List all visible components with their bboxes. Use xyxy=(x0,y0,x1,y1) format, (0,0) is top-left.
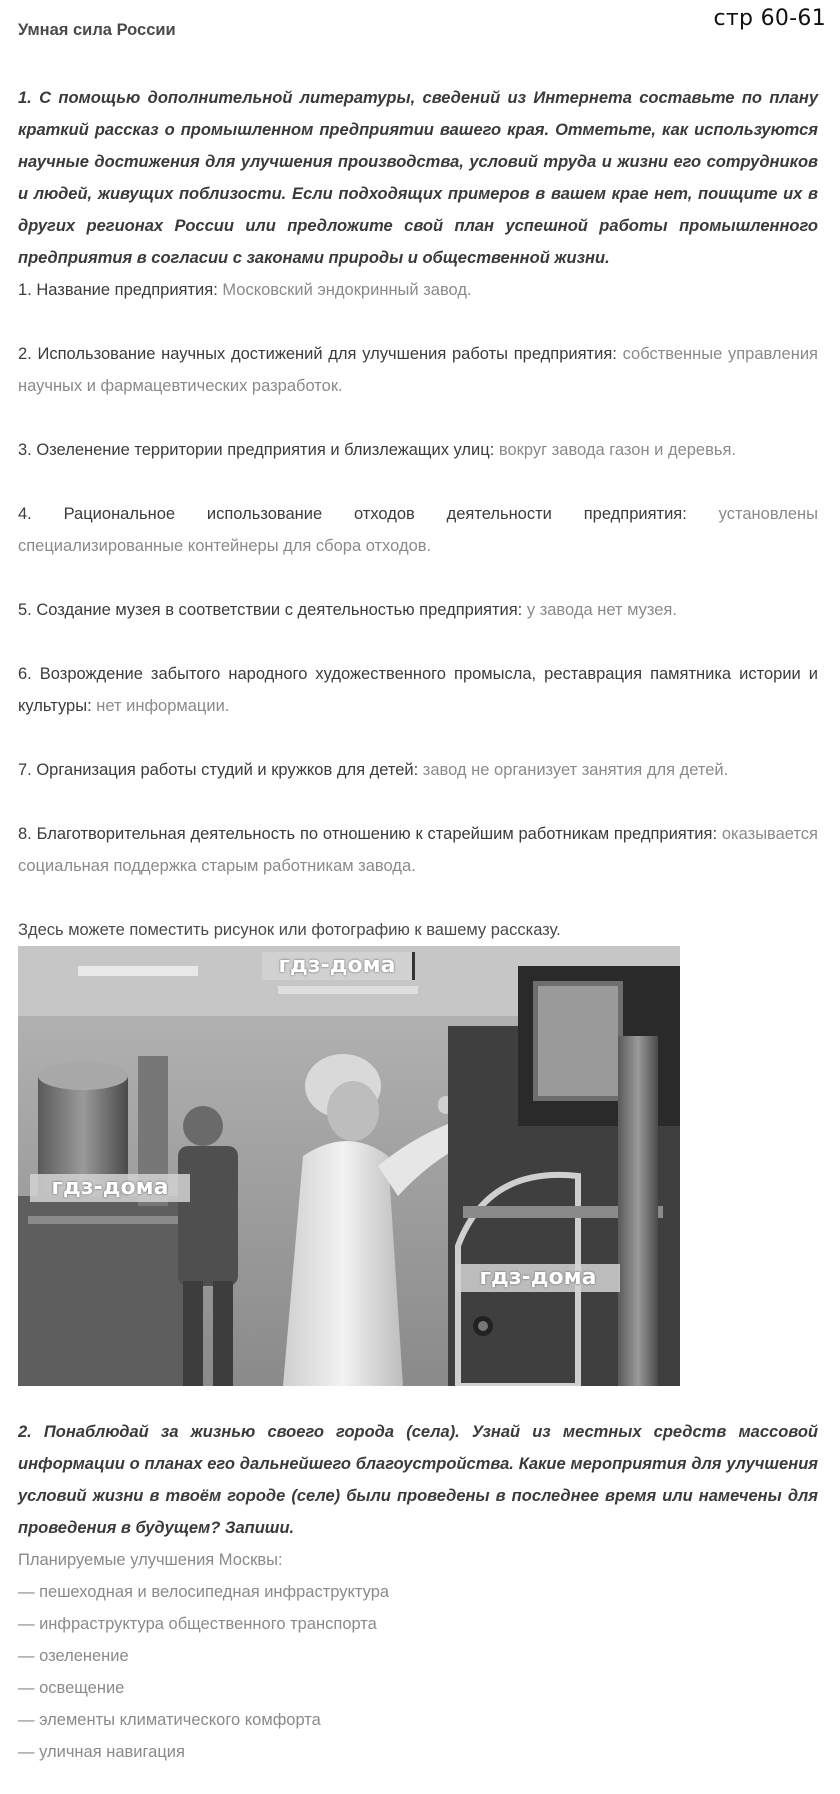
answer-value: завод не организует занятия для детей. xyxy=(422,761,729,779)
task-1-text: 1. С помощью дополнительной литературы, сведений из Интернета составьте по плану краткий рассказ о промышленном предприятии вашего края. Отметьте, как используются научные достижения для улучшения производства, условий труда и жизни его сотрудников и людей, живущих поблизости. Если подходящих примеров в вашем крае нет, поищите их в других регионах России или предложите свой план успешной работы промышленного предприятия в согласии с законами природы и общественной жизни. xyxy=(18,89,818,267)
answer-value: нет информации. xyxy=(96,697,230,715)
factory-photo-illustration xyxy=(18,946,680,1386)
photo-caption: Здесь можете поместить рисунок или фотографию к вашему рассказу. xyxy=(18,921,561,939)
answer-value: собственные управления научных и фармацевтических разработок. xyxy=(18,345,818,395)
plan-list-item: — озеленение xyxy=(18,1647,129,1665)
answer-value: установлены специализированные контейнеры для сбора отходов. xyxy=(18,505,818,555)
answer-value: у завода нет музея. xyxy=(526,601,677,619)
answer-label: 6. Возрождение забытого народного художественного промысла, реставрация памятника истории и культуры: xyxy=(18,665,818,715)
answer-label: 7. Организация работы студий и кружков для детей: xyxy=(18,761,419,779)
answer-label: 4. Рациональное использование отходов деятельности предприятия: xyxy=(18,505,687,523)
answer-label: 1. Название предприятия: xyxy=(18,281,218,299)
plan-intro: Планируемые улучшения Москвы: xyxy=(18,1551,283,1569)
answer-label: 8. Благотворительная деятельность по отношению к старейшим работникам предприятия: xyxy=(18,825,718,843)
answer-item xyxy=(18,754,818,786)
page-number: стр 60-61 xyxy=(713,6,826,31)
answer-item xyxy=(18,274,818,306)
document-body xyxy=(18,0,818,1768)
answer-item xyxy=(18,658,818,722)
photo-watermark: гдз-дома xyxy=(262,952,415,980)
answer-label: 5. Создание музея в соответствии с деятельностью предприятия: xyxy=(18,601,523,619)
task-2-text: 2. Понаблюдай за жизнью своего города (села). Узнай из местных средств массовой информации о планах его дальнейшего благоустройства. Какие мероприятия для улучшения условий жизни в твоём городе (селе) были проведены в последнее время или намечены для проведения в будущем? Запиши. xyxy=(18,1423,818,1537)
answer-value: вокруг завода газон и деревья. xyxy=(498,441,736,459)
answer-value: оказывается социальная поддержка старым работникам завода. xyxy=(18,825,818,875)
plan-list-item: — уличная навигация xyxy=(18,1743,185,1761)
factory-photo xyxy=(18,946,680,1386)
plan-list-item: — элементы климатического комфорта xyxy=(18,1711,321,1729)
answer-item xyxy=(18,594,818,626)
answer-item xyxy=(18,338,818,402)
photo-watermark: гдз-дома xyxy=(30,1174,190,1202)
answer-item xyxy=(18,498,818,562)
plan-list-item: — освещение xyxy=(18,1679,125,1697)
answer-label: 3. Озеленение территории предприятия и близлежащих улиц: xyxy=(18,441,495,459)
answer-value: Московский эндокринный завод. xyxy=(222,281,472,299)
plan-list-item: — пешеходная и велосипедная инфраструктура xyxy=(18,1583,390,1601)
task-1-answers xyxy=(18,274,818,882)
plan-list xyxy=(18,1576,818,1768)
photo-watermark: гдз-дома xyxy=(456,1264,620,1292)
answer-item xyxy=(18,818,818,882)
document-title: Умная сила России xyxy=(18,21,176,39)
plan-list-item: — инфраструктура общественного транспорта xyxy=(18,1615,377,1633)
answer-item xyxy=(18,434,818,466)
answer-label: 2. Использование научных достижений для улучшения работы предприятия: xyxy=(18,345,617,363)
